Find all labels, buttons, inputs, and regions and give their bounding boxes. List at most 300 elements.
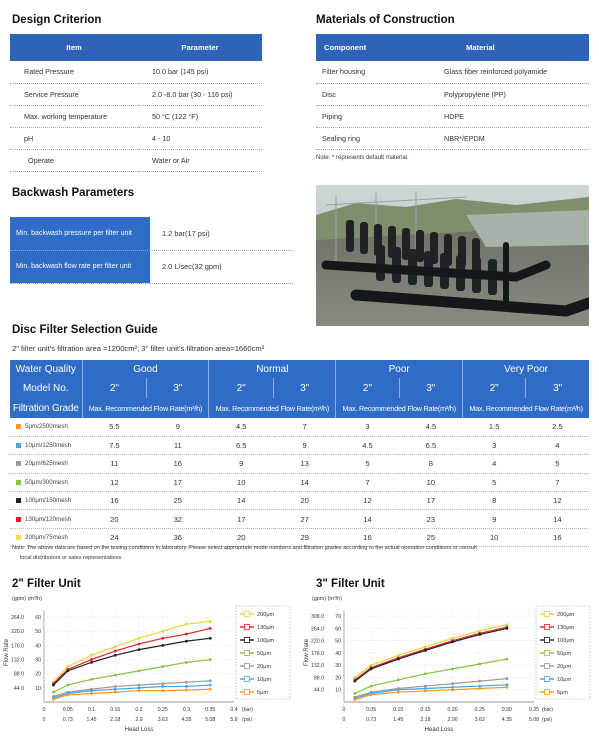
data-point <box>66 665 69 668</box>
table-row <box>10 473 589 491</box>
data-point <box>209 637 212 640</box>
x-tick-label: 0.3 <box>182 707 191 713</box>
legend-label: 130μm <box>557 625 575 631</box>
flow-value: 7 <box>526 473 589 491</box>
flow-value: 10 <box>209 473 274 491</box>
x-tick-label: 0.10 <box>393 707 404 713</box>
design-title: Design Criterion <box>12 14 102 26</box>
grade-swatch-icon <box>16 461 21 466</box>
y-tick-label: 60 <box>35 615 41 622</box>
grade-label-text: 130μm/120mesh <box>25 515 72 523</box>
x-tick-label: 0 <box>42 717 46 723</box>
y-tick-label: 30 <box>35 657 41 664</box>
model-cell: 2" <box>209 378 274 398</box>
x-tick-label: 0.15 <box>110 707 121 713</box>
data-point <box>114 650 117 653</box>
cell: 50 °C (122 °F) <box>138 105 262 127</box>
data-point <box>424 687 427 690</box>
x-axis-label: Head Loss <box>124 727 154 733</box>
design-table <box>10 34 262 172</box>
grade-swatch-icon <box>16 480 21 485</box>
x-tick-label: 0.35 <box>205 707 216 713</box>
flow-value: 20 <box>274 492 336 510</box>
flow-value: 4.5 <box>399 418 462 436</box>
data-point <box>114 685 117 688</box>
flow-value: 29 <box>274 528 336 546</box>
chart-3in-title: 3" Filter Unit <box>316 578 385 590</box>
data-point <box>209 620 212 623</box>
flow-value: 5 <box>463 473 526 491</box>
y-axis-label: Flow Rate <box>4 638 10 666</box>
materials-title: Materials of Construction <box>316 14 455 26</box>
flow-value: 8 <box>399 455 462 473</box>
x-tick-label: 0.30 <box>501 707 512 713</box>
data-point <box>114 654 117 657</box>
cell: Filter housing <box>316 61 430 83</box>
selection-note-2: local distributors or sales representatives. <box>20 555 123 561</box>
data-point <box>478 685 481 688</box>
data-point <box>424 685 427 688</box>
x-tick-label: 0.25 <box>474 707 485 713</box>
cell: 10.0 bar (145 psi) <box>138 61 262 83</box>
x-tick-label: 0 <box>342 707 346 713</box>
data-point <box>505 658 508 661</box>
data-point <box>90 689 93 692</box>
model-cell: 3" <box>274 378 336 398</box>
x-tick-label: 3.63 <box>474 717 485 723</box>
y-tick-label: 264.0 <box>311 626 324 633</box>
series-line <box>355 687 507 699</box>
table-row <box>10 492 589 510</box>
flow-value: 11 <box>82 455 147 473</box>
data-point <box>209 688 212 691</box>
data-point <box>66 694 69 697</box>
x-tick-label: 0 <box>42 707 46 713</box>
data-point <box>478 680 481 683</box>
legend-label: 100μm <box>257 638 275 644</box>
legend-marker <box>545 677 550 682</box>
flow-value: 7.5 <box>82 436 147 454</box>
flow-value: 23 <box>399 510 462 528</box>
y-tick-label: 176.0 <box>311 650 324 657</box>
y-tick-label: 30 <box>335 663 341 670</box>
data-point <box>138 686 141 689</box>
cell: NBR*/EPDM <box>430 127 589 149</box>
data-point <box>90 661 93 664</box>
data-point <box>114 674 117 677</box>
data-point <box>185 633 188 636</box>
flow-label: Max. Recommended Flow Rate(m³/h) <box>463 398 589 418</box>
flow-value: 2.5 <box>526 418 589 436</box>
data-point <box>90 654 93 657</box>
data-point <box>353 692 356 695</box>
data-point <box>397 691 400 694</box>
model-cell: 2" <box>463 378 526 398</box>
y-tick-label: 50 <box>35 629 41 636</box>
table-row <box>316 105 589 127</box>
data-point <box>353 698 356 701</box>
x-tick-label: 5.8 <box>230 717 238 723</box>
data-point <box>478 663 481 666</box>
data-point <box>66 669 69 672</box>
x-tick-label: 0.05 <box>366 707 377 713</box>
flow-value: 17 <box>399 492 462 510</box>
flow-value: 4 <box>463 455 526 473</box>
model-cell: 3" <box>399 378 462 398</box>
hdr-water-quality: Water Quality <box>10 360 82 378</box>
data-point <box>505 677 508 680</box>
x-tick-label: 2.18 <box>420 717 431 723</box>
data-point <box>66 684 69 687</box>
flow-value: 5.5 <box>82 418 147 436</box>
flow-value: 7 <box>274 418 336 436</box>
grade-label <box>10 418 82 436</box>
model-cell: 2" <box>336 378 399 398</box>
legend-marker <box>545 664 550 669</box>
data-point <box>161 685 164 688</box>
data-point <box>505 686 508 689</box>
grade-label-text: 10μm/1250mesh <box>25 442 72 450</box>
legend-marker <box>245 638 250 643</box>
y-tick-label: 308.0 <box>311 614 324 621</box>
table-row <box>10 61 262 83</box>
data-point <box>138 637 141 640</box>
data-point <box>353 680 356 683</box>
legend-marker <box>545 612 550 617</box>
selection-subtitle: 2" filter unit's filtration area =1200cm²; 3" filter unit's filtration area=1660cm² <box>12 344 265 353</box>
grade-label <box>10 436 82 454</box>
data-point <box>138 648 141 651</box>
model-cell: 3" <box>147 378 209 398</box>
flow-label: Max. Recommended Flow Rate(m³/h) <box>82 398 209 418</box>
legend-marker <box>545 690 550 695</box>
y-units-label: (gpm) (m³/h) <box>312 596 342 602</box>
flow-label: Max. Recommended Flow Rate(m³/h) <box>336 398 463 418</box>
data-point <box>478 629 481 632</box>
flow-value: 4 <box>526 436 589 454</box>
data-point <box>185 681 188 684</box>
grade-label <box>10 492 82 510</box>
flow-value: 17 <box>147 473 209 491</box>
legend-marker <box>245 651 250 656</box>
flow-value: 3 <box>336 418 399 436</box>
flow-value: 20 <box>82 510 147 528</box>
data-point <box>52 698 55 701</box>
flow-value: 4.5 <box>209 418 274 436</box>
data-point <box>397 688 400 691</box>
data-point <box>161 689 164 692</box>
table-row <box>10 149 262 171</box>
grade-label-text: 50μm/300mesh <box>25 478 68 486</box>
data-point <box>114 645 117 648</box>
quality-poor: Poor <box>336 360 463 378</box>
data-point <box>451 637 454 640</box>
legend-label: 5μm <box>257 690 268 696</box>
y-tick-label: 10 <box>335 687 341 694</box>
data-point <box>209 684 212 687</box>
cell: Polypropylene (PP) <box>430 83 589 105</box>
legend-marker <box>545 625 550 630</box>
table-row <box>10 83 262 105</box>
flow-value: 1.5 <box>463 418 526 436</box>
cell: pH <box>10 127 138 149</box>
cell: Disc <box>316 83 430 105</box>
data-point <box>185 623 188 626</box>
legend-label: 200μm <box>557 612 575 618</box>
x-tick-label: 0.2 <box>135 707 143 713</box>
flow-value: 3 <box>463 436 526 454</box>
x-tick-label: 1.45 <box>393 717 404 723</box>
data-point <box>52 684 55 687</box>
flow-value: 16 <box>82 492 147 510</box>
data-point <box>185 689 188 692</box>
data-point <box>505 683 508 686</box>
y-tick-label: 44.0 <box>13 685 24 692</box>
table-row <box>316 61 589 83</box>
cell: 2.0 -8.0 bar (30 - 116 psi) <box>138 83 262 105</box>
flow-value: 25 <box>399 528 462 546</box>
x-tick-label: 0.4 <box>230 707 238 713</box>
grade-label-text: 100μm/150mesh <box>25 497 72 505</box>
table-row <box>10 217 293 250</box>
flow-value: 16 <box>147 455 209 473</box>
data-point <box>138 643 141 646</box>
legend-label: 50μm <box>257 651 272 657</box>
data-point <box>478 633 481 636</box>
flow-value: 5 <box>526 455 589 473</box>
flow-value: 6.5 <box>209 436 274 454</box>
x-tick-label: 4.35 <box>181 717 192 723</box>
x-tick-label: 3.63 <box>157 717 168 723</box>
data-point <box>451 688 454 691</box>
data-point <box>161 630 164 633</box>
table-row <box>316 83 589 105</box>
flow-value: 5 <box>336 455 399 473</box>
flow-value: 16 <box>526 528 589 546</box>
flow-label: Max. Recommended Flow Rate(m³/h) <box>209 398 336 418</box>
data-point <box>451 682 454 685</box>
table-row <box>10 105 262 127</box>
materials-header-component: Component <box>316 34 430 61</box>
data-point <box>451 667 454 670</box>
table-row <box>316 127 589 149</box>
x-tick-label: 1.45 <box>86 717 97 723</box>
flow-value: 9 <box>274 436 336 454</box>
selection-title: Disc Filter Selection Guide <box>12 324 158 336</box>
cell: 4 - 10 <box>138 127 262 149</box>
data-point <box>185 640 188 643</box>
materials-note: Note: * represents default material. <box>316 155 409 161</box>
flow-value: 10 <box>463 528 526 546</box>
y-tick-label: 60 <box>335 626 341 633</box>
flow-value: 14 <box>209 492 274 510</box>
legend-marker <box>245 664 250 669</box>
y-tick-label: 10 <box>35 685 41 692</box>
y-tick-label: 220.0 <box>311 638 324 645</box>
quality-normal: Normal <box>209 360 336 378</box>
x-unit-label: (bar) <box>242 707 253 713</box>
x-tick-label: 0.1 <box>87 707 96 713</box>
selection-note: Note: The above data are based on the testing conditions in laboratory. Please select appropriate mode numbers and filtration grades according to the actual operation conditions or consult <box>12 545 477 551</box>
legend-marker <box>245 677 250 682</box>
data-point <box>161 665 164 668</box>
hdr-model-no: Model No. <box>10 378 82 398</box>
data-point <box>52 691 55 694</box>
x-tick-label: 5.08 <box>528 717 540 723</box>
data-point <box>424 645 427 648</box>
data-point <box>370 685 373 688</box>
data-point <box>90 658 93 661</box>
hdr-filtration-grade: Filtration Grade <box>10 398 82 418</box>
cell: Glass fiber reinforced polyamide <box>430 61 589 83</box>
data-point <box>138 684 141 687</box>
x-tick-label: 5.08 <box>205 717 216 723</box>
cell: 1.2 bar(17 psi) <box>150 217 293 250</box>
legend-marker <box>245 612 250 617</box>
cell: HDPE <box>430 105 589 127</box>
model-cell: 2" <box>82 378 147 398</box>
table-row <box>10 250 293 283</box>
legend-label: 50μm <box>557 651 572 657</box>
y-tick-label: 40 <box>335 650 341 657</box>
y-tick-label: 70 <box>335 614 341 621</box>
table-row <box>10 418 589 436</box>
y-tick-label: 44.0 <box>313 687 324 694</box>
y-tick-label: 132.0 <box>311 663 324 670</box>
grade-label <box>10 473 82 491</box>
table-row <box>10 436 589 454</box>
y-tick-label: 88.0 <box>313 675 324 682</box>
y-units-label: (gpm) (m³/h) <box>12 596 42 602</box>
y-tick-label: 20 <box>35 671 41 678</box>
data-point <box>114 688 117 691</box>
flow-value: 27 <box>274 510 336 528</box>
x-tick-label: 2.9 <box>135 717 143 723</box>
x-axis-label: Head Loss <box>424 727 454 733</box>
flow-value: 14 <box>336 510 399 528</box>
data-point <box>114 691 117 694</box>
data-point <box>505 623 508 626</box>
chart-3in <box>300 592 596 740</box>
installation-photo <box>316 185 589 326</box>
grade-label <box>10 455 82 473</box>
flow-value: 20 <box>209 528 274 546</box>
cell: Min. backwash flow rate per filter unit <box>10 250 150 283</box>
data-point <box>370 693 373 696</box>
chart-2in <box>0 592 296 740</box>
y-tick-label: 50 <box>335 638 341 645</box>
grade-swatch-icon <box>16 424 21 429</box>
data-point <box>138 669 141 672</box>
materials-header-material: Material <box>430 34 589 61</box>
backwash-table <box>10 217 293 284</box>
flow-value: 14 <box>274 473 336 491</box>
data-point <box>505 627 508 630</box>
data-point <box>397 654 400 657</box>
flow-value: 25 <box>147 492 209 510</box>
flow-value: 16 <box>336 528 399 546</box>
cell: Rated Pressure <box>10 61 138 83</box>
grade-label-text: 200μm/75mesh <box>25 534 68 542</box>
data-point <box>397 679 400 682</box>
data-point <box>161 682 164 685</box>
x-tick-label: 2.90 <box>447 717 458 723</box>
flow-value: 36 <box>147 528 209 546</box>
flow-value: 24 <box>82 528 147 546</box>
x-tick-label: 0.35 <box>528 707 540 713</box>
data-point <box>161 637 164 640</box>
data-point <box>370 664 373 667</box>
y-tick-label: 264.0 <box>11 615 24 622</box>
data-point <box>478 687 481 690</box>
y-tick-label: 132.0 <box>11 657 24 664</box>
cell: Piping <box>316 105 430 127</box>
legend-marker <box>545 638 550 643</box>
y-tick-label: 176.0 <box>11 643 24 650</box>
x-tick-label: 2.18 <box>110 717 121 723</box>
flow-value: 12 <box>82 473 147 491</box>
data-point <box>90 678 93 681</box>
x-tick-label: 0.15 <box>420 707 431 713</box>
legend-label: 20μm <box>257 664 272 670</box>
materials-table <box>316 34 589 150</box>
design-header-item: Item <box>10 34 138 61</box>
data-point <box>424 690 427 693</box>
data-point <box>209 627 212 630</box>
x-tick-label: 0 <box>342 717 346 723</box>
y-tick-label: 220.0 <box>11 629 24 636</box>
backwash-title: Backwash Parameters <box>12 187 135 199</box>
flow-value: 11 <box>147 436 209 454</box>
grade-swatch-icon <box>16 443 21 448</box>
flow-value: 8 <box>463 492 526 510</box>
legend-label: 100μm <box>557 638 575 644</box>
y-tick-label: 20 <box>335 675 341 682</box>
data-point <box>185 685 188 688</box>
x-unit-label: (psi) <box>242 717 253 723</box>
grade-label-text: 5μm/2500mesh <box>25 423 68 431</box>
flow-value: 6.5 <box>399 436 462 454</box>
design-header-parameter: Parameter <box>138 34 262 61</box>
legend-label: 10μm <box>557 677 572 683</box>
flow-value: 13 <box>274 455 336 473</box>
legend-marker <box>545 651 550 656</box>
flow-value: 7 <box>336 473 399 491</box>
y-tick-label: 88.0 <box>13 671 24 678</box>
quality-very-poor: Very Poor <box>463 360 589 378</box>
data-point <box>424 649 427 652</box>
grade-label-text: 20μm/625mesh <box>25 460 68 468</box>
data-point <box>424 672 427 675</box>
x-unit-label: (psi) <box>542 717 553 723</box>
selection-table <box>10 360 589 547</box>
legend-marker <box>245 625 250 630</box>
data-point <box>209 658 212 661</box>
y-tick-label: 40 <box>35 643 41 650</box>
grade-swatch-icon <box>16 535 21 540</box>
flow-value: 4.5 <box>336 436 399 454</box>
flow-value: 10 <box>399 473 462 491</box>
legend-label: 10μm <box>257 677 272 683</box>
x-tick-label: 0.25 <box>157 707 168 713</box>
cell: Service Pressure <box>10 83 138 105</box>
cell: Water or Air <box>138 149 262 171</box>
series-line <box>355 627 507 680</box>
flow-value: 17 <box>209 510 274 528</box>
data-point <box>138 689 141 692</box>
data-point <box>90 692 93 695</box>
grade-swatch-icon <box>16 498 21 503</box>
